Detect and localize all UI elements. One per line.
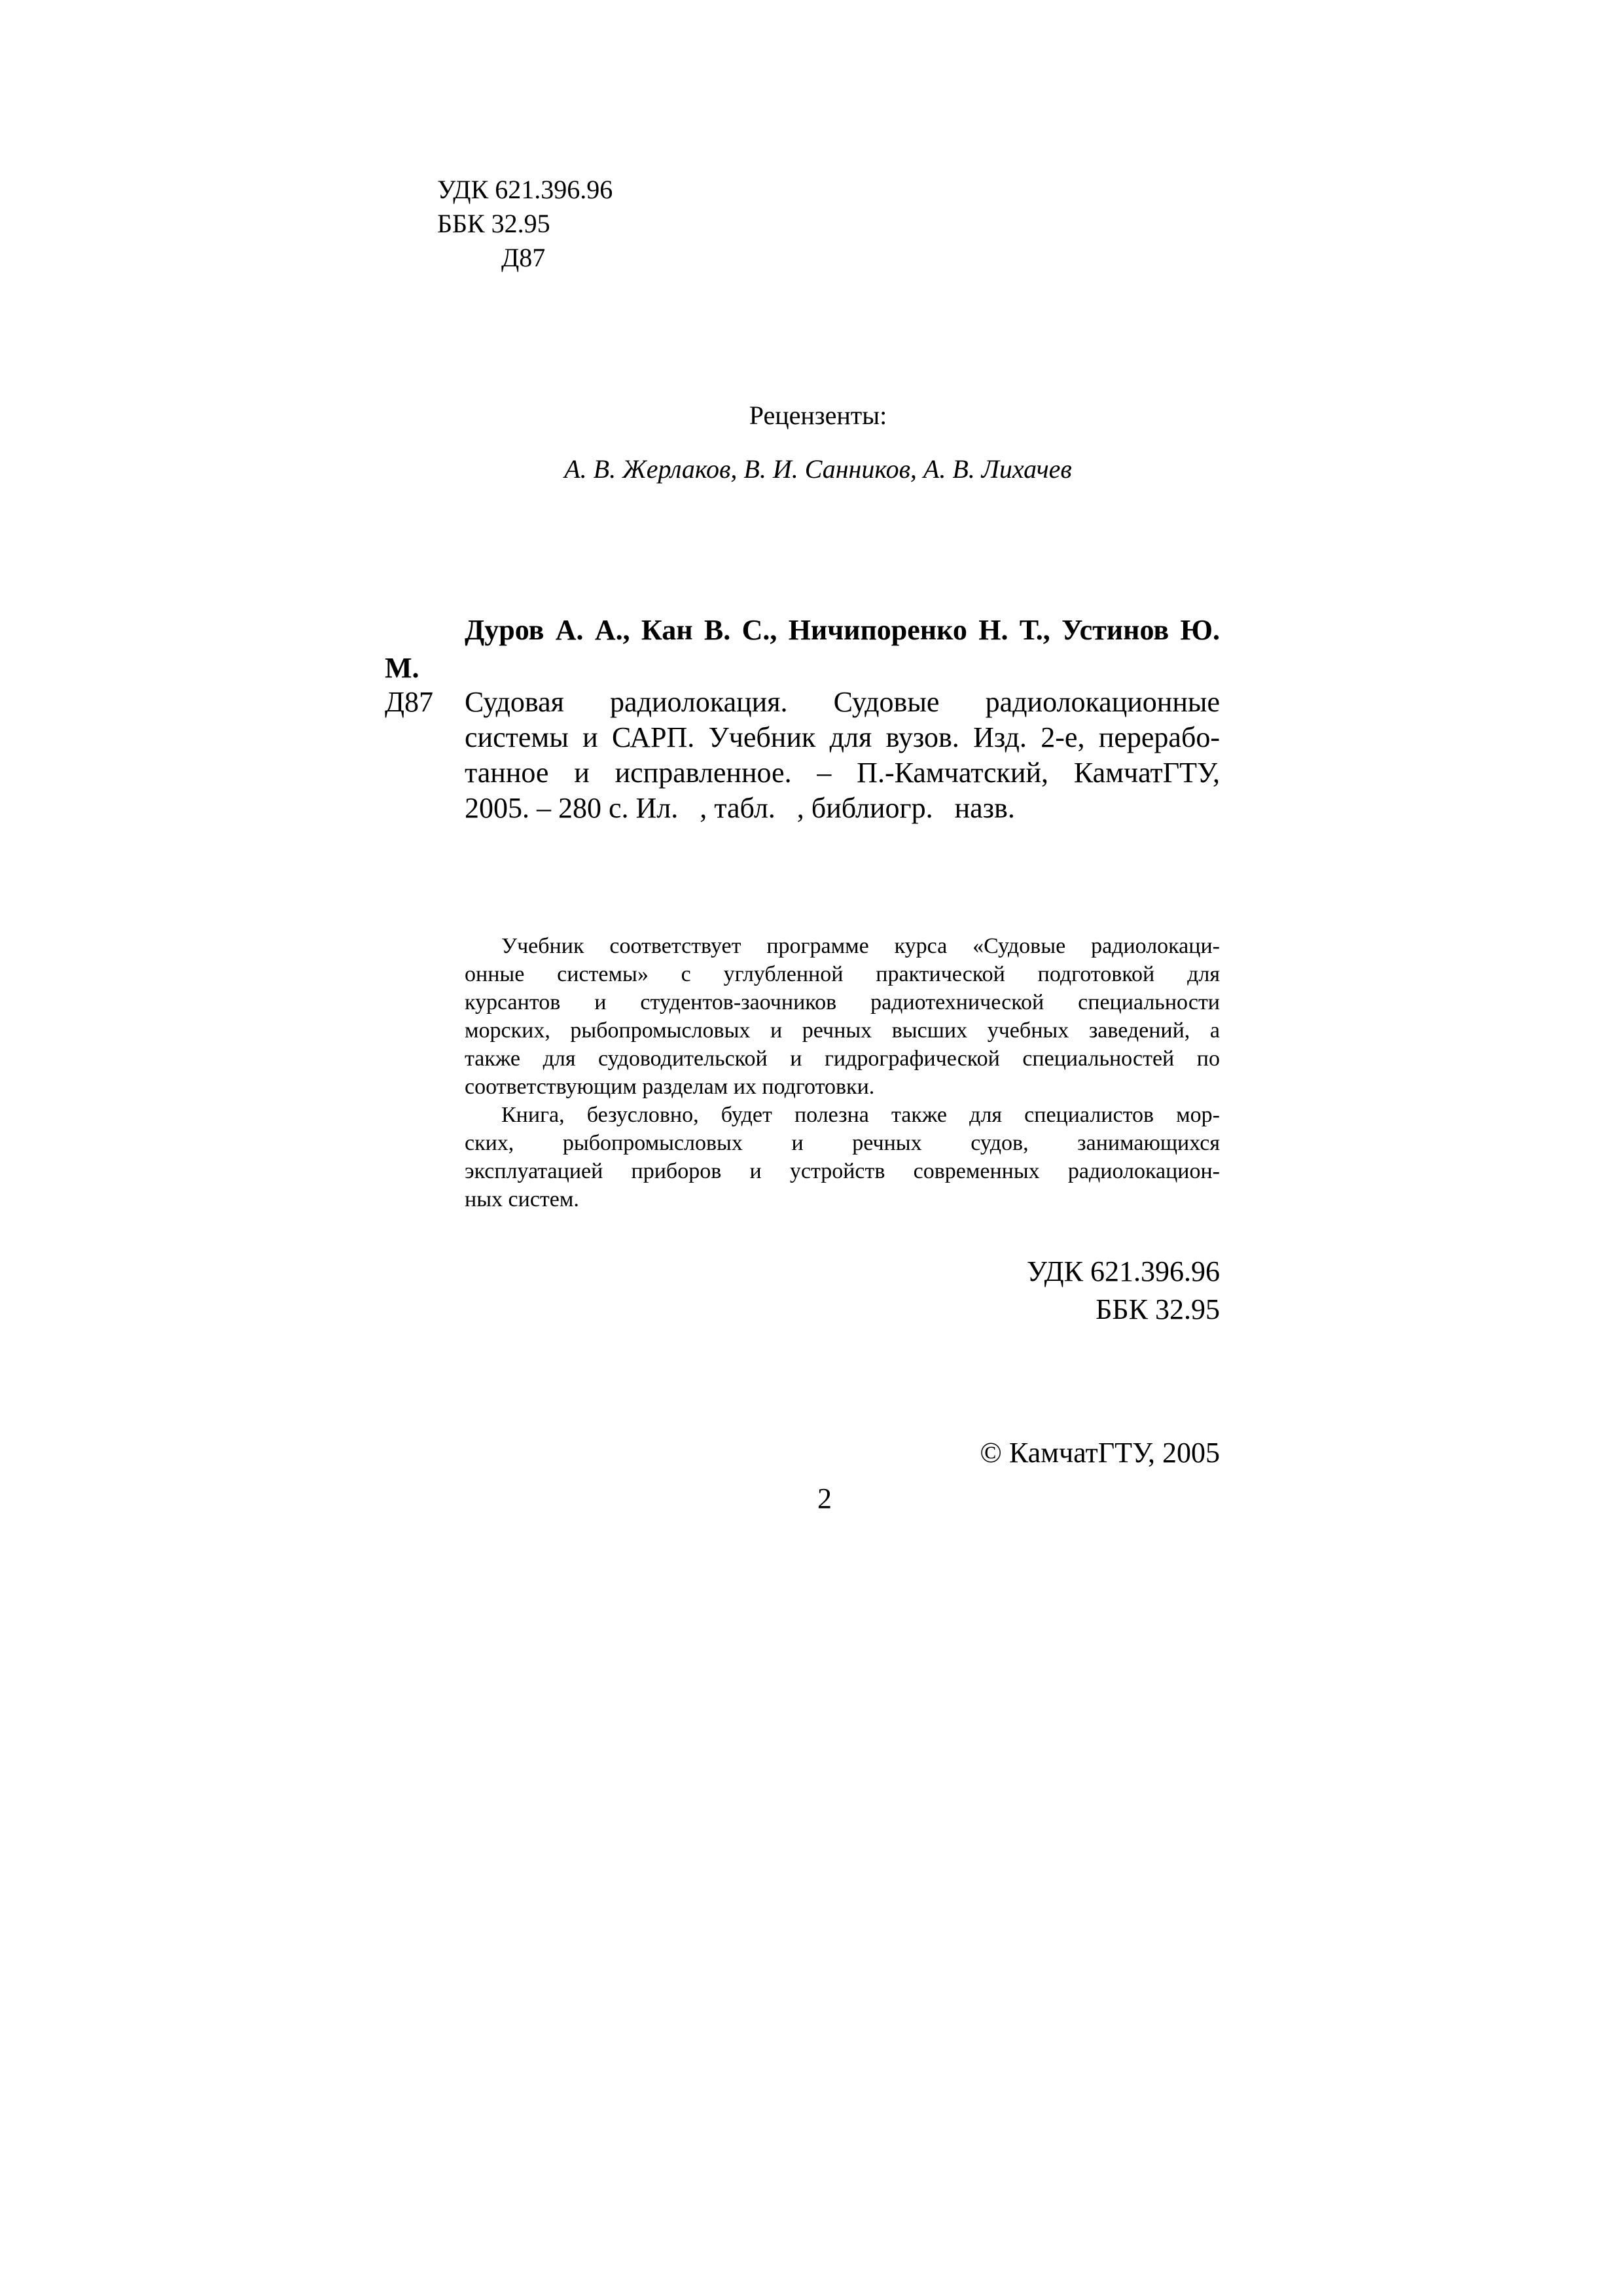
bbk-code: ББК 32.95 bbox=[1096, 1293, 1220, 1325]
annotation-line: также для судоводительской и гидрографической специальностей по bbox=[465, 1047, 1220, 1071]
bibliographic-description bbox=[465, 685, 1220, 826]
udk-code: УДК 621.396.96 bbox=[437, 175, 613, 204]
biblio-line: системы и САРП. Учебник для вузов. Изд. 2-е, перерабо- bbox=[465, 721, 1220, 753]
biblio-line: 2005. – 280 с. Ил. , табл. , библиогр. назв. bbox=[465, 792, 1015, 824]
reviewers-names: А. В. Жерлаков, В. И. Санников, А. В. Лихачев bbox=[564, 454, 1072, 484]
classification-block-top bbox=[437, 173, 613, 275]
bbk-code: ББК 32.95 bbox=[437, 209, 550, 238]
catalog-code: Д87 bbox=[385, 686, 434, 718]
annotation-line: морских, рыбопромысловых и речных высших учебных заведений, а bbox=[465, 1018, 1220, 1043]
authors-line-1: Дуров А. А., Кан В. С., Ничипоренко Н. Т., Устинов Ю. bbox=[465, 614, 1220, 646]
annotation-line: курсантов и студентов-заочников радиотехнической специальности bbox=[465, 990, 1220, 1014]
classification-block-bottom bbox=[916, 1253, 1220, 1329]
authors-heading bbox=[385, 611, 1220, 687]
page-number: 2 bbox=[817, 1482, 832, 1515]
annotation-line: соответствующим разделам их подготовки. bbox=[465, 1075, 875, 1099]
author-mark: Д87 bbox=[501, 243, 546, 272]
authors-line-2: М. bbox=[385, 652, 419, 684]
udk-code: УДК 621.396.96 bbox=[1026, 1255, 1220, 1287]
biblio-line: Судовая радиолокация. Судовые радиолокационные bbox=[465, 686, 1220, 718]
reviewers-title: Рецензенты: bbox=[749, 401, 887, 430]
annotation-line: ских, рыбопромысловых и речных судов, занимающихся bbox=[465, 1131, 1220, 1155]
annotation-line: эксплуатацией приборов и устройств современных радиолокацион- bbox=[465, 1159, 1220, 1183]
annotation-line: Учебник соответствует программе курса «Судовые радиолокаци- bbox=[501, 934, 1220, 958]
annotation-line: ных систем. bbox=[465, 1187, 579, 1211]
annotation bbox=[465, 932, 1220, 1213]
annotation-line: онные системы» с углубленной практической подготовкой для bbox=[465, 962, 1220, 986]
copyright-notice: © КамчатГТУ, 2005 bbox=[980, 1437, 1220, 1469]
annotation-line: Книга, безусловно, будет полезна также для специалистов мор- bbox=[501, 1103, 1220, 1127]
biblio-line: танное и исправленное. – П.-Камчатский, КамчатГТУ, bbox=[465, 757, 1220, 789]
